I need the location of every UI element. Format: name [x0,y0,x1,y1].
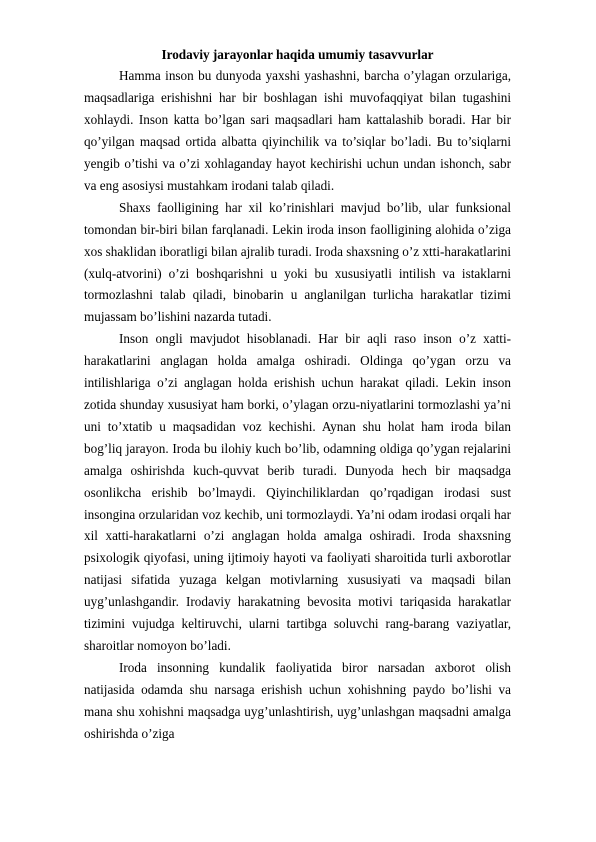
paragraph: Iroda insonning kundalik faoliyatida biror narsadan axborot olish natijasida odamda shu narsaga erishish uchun xohishning paydo bo’lishi va mana shu xohishni maqsadga uyg’unlashtirish, uyg’unlashgan maqsadni amalga oshirishda o’ziga [84,659,511,741]
paragraph: Inson ongli mavjudot hisoblanadi. Har bir aqli raso inson o’z xatti-harakatlarini anglagan holda amalga oshiradi. Oldinga qo’ygan orzu va intilishlariga o’zi anglagan holda erishish uchun harakat qiladi. Lekin inson zotida shunday xususiyat ham borki, o’ylagan orzu-niyatlarini tormozlashi ya’ni uni to’xtatib u maqsadidan voz kechishi. Aynan shu holat ham iroda bilan bog’liq jarayon. Iroda bu ilohiy kuch bo’lib, odamning oldiga qo’ygan rejalarini amalga oshirishda kuch-quvvat berib turadi. Dunyoda hech bir maqsadga osonlikcha erishib bo’lmaydi. Qiyinchiliklardan qo’rqadigan irodasi sust insongina orzularidan voz kechib, uni tormozlaydi. Ya’ni odam irodasi orqali har xil xatti-harakatlarni o’zi anglagan holda amalga oshiradi. Iroda shaxsning psixologik qiyofasi, uning ijtimoiy hayoti va faoliyati sharoitida turli axborotlar natijasi sifatida yuzaga kelgan motivlarning xususiyati va maqsadi bilan uyg’unlashgandir. Irodaviy harakatning bevosita motivi tariqasida harakatlar tizimini vujudga keltiruvchi, ularni tartibga soluvchi rang-barang vaziyatlar, sharoitlar nomoyon bo’ladi. [84,331,511,653]
paragraph: Hamma inson bu dunyoda yaxshi yashashni, barcha o’ylagan orzulariga, maqsadlariga erishishni har bir boshlagan ishi muvofaqqiyat bilan tugashini xohlaydi. Inson katta bo’lgan sari maqsadlari ham kattalashib boradi. Har bir qo’yilgan maqsad ortida albatta qiyinchilik va to’siqlar bo’ladi. Bu to’siqlarni yengib o’tishi va o’zi xohlaganday hayot kechirishi uchun undan ishonch, sabr va eng asosiysi mustahkam irodani talab qiladi. [84,68,511,193]
page-content [84,44,511,745]
paragraph: Shaxs faolligining har xil ko’rinishlari mavjud bo’lib, ular funksional tomondan bir-biri bilan farqlanadi. Lekin iroda inson faolligining alohida o’ziga xos shaklidan iboratligi bilan ajralib turadi. Iroda shaxsning o’z xtti-harakatlarini (xulq-atvorini) o’zi boshqarishni u yoki bu xususiyatli intilish va istaklarni tormozlashni talab qiladi, binobarin u anglanilgan turlicha harakatlar tizimi mujassam bo’lishini nazarda tutadi. [84,199,512,325]
document-title: Irodaviy jarayonlar haqida umumiy tasavvurlar [161,47,434,62]
